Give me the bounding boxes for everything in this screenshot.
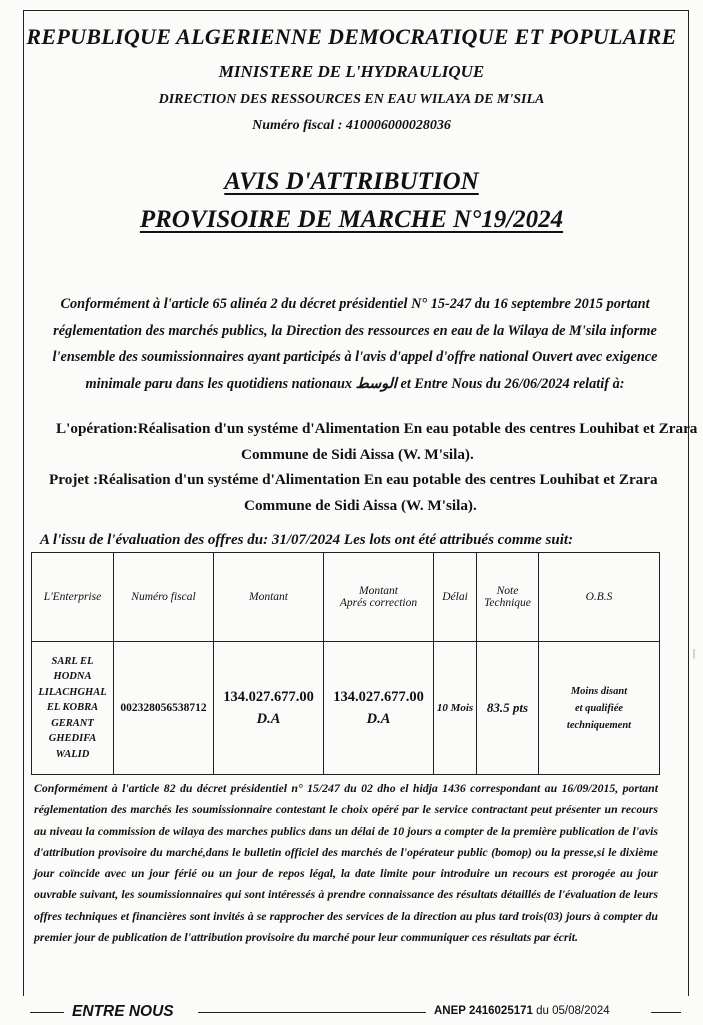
header-obs: O.B.S bbox=[539, 553, 660, 642]
footer bbox=[0, 1001, 703, 1025]
intro-paragraph: Conformément à l'article 65 alinéa 2 du décret présidentiel N° 15-247 du 16 septembre 2015 portant réglementation des marchés publics, la Direction des ressources en eau de la Wilaya de M'sila informe l'ensemble des soumissionnaires ayant participés à l'avis d'appel d'offre national Ouvert avec exigence minimale paru dans les quotidiens nationaux الوسط et Entre Nous du 26/06/2024 relatif à: bbox=[52, 296, 658, 392]
montant-value: 134.027.677.00 bbox=[223, 689, 314, 705]
header-delai: Délai bbox=[434, 553, 477, 642]
operation-line-2: Commune de Sidi Aissa (W. M'sila). bbox=[241, 446, 474, 463]
enterprise-line: HODNA bbox=[53, 671, 92, 683]
republic-heading: REPUBLIQUE ALGERIENNE DEMOCRATIQUE ET POPULAIRE bbox=[26, 24, 677, 49]
cell-note: 83.5 pts bbox=[477, 642, 539, 775]
title-line-1: AVIS D'ATTRIBUTION bbox=[224, 168, 479, 195]
header-montant: Montant bbox=[214, 553, 324, 642]
direction-heading: DIRECTION DES RESSOURCES EN EAU WILAYA DE M'SILA bbox=[158, 92, 545, 107]
recours-paragraph: Conformément à l'article 82 du décret présidentiel n° 15/247 du 02 dho el hidja 1436 correspondant au 16/09/2015, portant réglementation des marchés les soumissionnaire contestant le choix opéré par le service contractant peut présenter un recours au niveau la commission de wilaya des marches publics dans un délai de 10 jours a compter de la première publication de l'avis d'attribution provisoire du marché,dans le bulletin officiel des marchés de l'opérateur public (bomop) ou la presse,si le dixième jour coïncide avec un jour férié ou un jour de repos légal, la date limite pour introduire un recours est prorogée au jour ouvrable suivant, les soumissionnaires qui sont intéressés à prendre connaissance des résultats détaillés de l'évaluation de leurs offres techniques et financières sont invités à se rapprocher des services de la direction au plus tard trois(03) jours à compter du premier jour de publication de l'attribution provisoire du marché pour leur communiquer ces résultats par écrit. bbox=[34, 781, 658, 945]
ministry-heading: MINISTERE DE L'HYDRAULIQUE bbox=[218, 62, 485, 81]
cell-delai: 10 Mois bbox=[434, 642, 477, 775]
enterprise-line: SARL EL bbox=[51, 655, 94, 667]
table-row bbox=[32, 642, 660, 775]
footer-rule-middle bbox=[198, 1012, 426, 1013]
cell-montant-correction bbox=[324, 642, 434, 775]
header-note-1: Note bbox=[496, 585, 519, 597]
montant-unit: D.A bbox=[256, 711, 281, 727]
enterprise-line: GERANT bbox=[51, 717, 94, 729]
obs-line: techniquement bbox=[566, 719, 632, 731]
projet-line-2: Commune de Sidi Aissa (W. M'sila). bbox=[244, 497, 477, 514]
table-header-row bbox=[32, 553, 660, 642]
cell-montant bbox=[214, 642, 324, 775]
header-montant-correction-1: Montant bbox=[359, 585, 398, 597]
enterprise-line: WALID bbox=[55, 748, 90, 760]
footer-newspaper: ENTRE NOUS bbox=[72, 1003, 174, 1020]
footer-date: du 05/08/2024 bbox=[536, 1005, 610, 1017]
footer-anep bbox=[434, 1005, 610, 1017]
montant-correction-value: 134.027.677.00 bbox=[333, 689, 424, 705]
enterprise-line: GHEDIFA bbox=[48, 733, 97, 745]
operation-line-1: L'opération:Réalisation d'un systéme d'Alimentation En eau potable des centres Louhibat et Zrara bbox=[56, 420, 698, 437]
enterprise-line: LILACHGHAL bbox=[38, 686, 107, 698]
header-fiscal: Numéro fiscal bbox=[114, 553, 214, 642]
obs-line: et qualifiée bbox=[574, 702, 624, 714]
obs-line: Moins disant bbox=[570, 685, 628, 697]
header-enterprise: L'Enterprise bbox=[32, 553, 114, 642]
header-montant-correction bbox=[324, 553, 434, 642]
footer-rule-right bbox=[651, 1012, 681, 1013]
fiscal-number: Numéro fiscal : 410006000028036 bbox=[252, 118, 451, 133]
cell-enterprise bbox=[32, 642, 114, 775]
footer-rule-left bbox=[30, 1012, 64, 1013]
title-line-2: PROVISOIRE DE MARCHE N°19/2024 bbox=[139, 206, 564, 233]
cell-obs bbox=[539, 642, 660, 775]
footer-anep-number: ANEP 2416025171 bbox=[434, 1005, 533, 1017]
header-montant-correction-2: Aprés correction bbox=[339, 597, 418, 609]
header-note-2: Technique bbox=[484, 597, 531, 609]
header-note bbox=[477, 553, 539, 642]
cell-fiscal: 002328056538712 bbox=[114, 642, 214, 775]
margin-mark: | bbox=[693, 648, 696, 659]
evaluation-line: A l'issu de l'évaluation des offres du: 31/07/2024 Les lots ont été attribués comme suit: bbox=[40, 532, 574, 548]
enterprise-line: EL KOBRA bbox=[46, 702, 99, 714]
attribution-table bbox=[31, 552, 660, 775]
montant-correction-unit: D.A bbox=[366, 711, 391, 727]
projet-line-1: Projet :Réalisation d'un systéme d'Alimentation En eau potable des centres Louhibat et Zrara bbox=[49, 471, 658, 488]
